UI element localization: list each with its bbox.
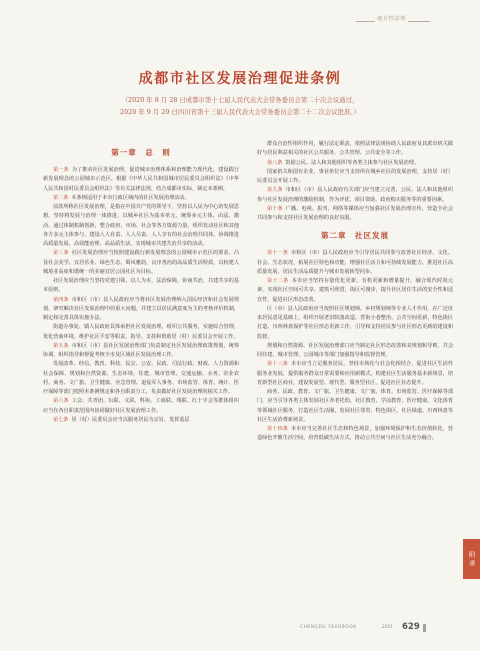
article-text: 商务、民政、教育、文广旅、卫生健康、文广旅、体育、市场监管、医疗保障等部门，应当引导各类主体发展社区养老托幼、社区教育、学前教育、医疗健康、文化体育等领域社区服务，打造社区生活圈，发展社区邻里、特色街区、社区绿道、川西林盘等社区生活消费新场景。 bbox=[257, 389, 453, 423]
article-paragraph bbox=[257, 305, 453, 342]
article-text: 本市应当完善社区生态和特色场景，加强环境保护和生态价值转化，营造绿色开敞生活空间，培育低碳生活方式，推动公共空间与社区生活充分融合。 bbox=[257, 426, 454, 442]
article-paragraph bbox=[257, 168, 453, 187]
article-number: 第二条 bbox=[53, 194, 69, 201]
article-number: 第十二条 bbox=[267, 278, 289, 284]
article-number: 第五条 bbox=[53, 342, 69, 349]
article-text: 市和区（市）县人民政府应当引导居民共同参与改善社区经济、文化、社会、生态状况，拓展社区特色和功能，增强社区活力和可持续发展能力，推进社区高质量发展，居民生活品质提升与城市发展转型同步。 bbox=[257, 250, 454, 275]
footer-yearbook-name: CHENGDU YEARBOOK bbox=[300, 625, 357, 630]
article-number: 第三条 bbox=[53, 250, 69, 257]
article-text: 为了推动社区发展治理，促进城市治理体系和治理能力现代化，建设践行新发展理念的公园城市示范区，根据《中华人民共和国城市居民委员会组织法》《中华人民共和国村民委员会组织法》等有关法律法规，结合成都市实际，制定本条例。 bbox=[43, 167, 240, 192]
article-text: 居（村）民委员会应当以服务居民为宗旨，发挥基层 bbox=[71, 416, 190, 423]
article-text: 国家机关和国有企业、事业单位应当支持所在城乡社区的发展治理，支持居（村）民委员会开展工作。 bbox=[257, 168, 453, 184]
article-paragraph bbox=[43, 194, 239, 203]
chapter-heading bbox=[43, 146, 239, 159]
article-paragraph bbox=[257, 277, 453, 305]
right-column bbox=[257, 140, 453, 444]
article-paragraph bbox=[257, 360, 453, 388]
article-paragraph bbox=[257, 342, 453, 361]
article-text: 广播、电视、报刊、网络等媒体应当加强社区发展治理宣传，营造全社会共同参与和支持社区发展治理的良好氛围。 bbox=[257, 205, 454, 221]
article-text: 规划和自然资源、社区发展治理部门应当制定社区形态改善和美规划和导则，并会同住建、城市管理、公园城市等部门加强指导和监督管理。 bbox=[257, 342, 453, 358]
article-paragraph bbox=[257, 425, 453, 444]
article-paragraph bbox=[257, 186, 453, 205]
article-paragraph bbox=[257, 140, 453, 159]
article-number: 第十条 bbox=[267, 205, 283, 212]
article-paragraph bbox=[43, 249, 239, 277]
article-paragraph bbox=[43, 203, 239, 249]
article-paragraph bbox=[43, 166, 239, 194]
subtitle-line: 2020 年 9 月 29 日四川省第十三届人民代表大会常务委员会第二十二次会议批准。） bbox=[120, 108, 360, 116]
section-tag: 地方性法规 bbox=[377, 16, 406, 22]
article-number: 第十一条 bbox=[267, 250, 288, 257]
page-footer bbox=[300, 622, 440, 634]
article-text: 发展改革、经信、教育、科技、民宗、公安、民政、司法行政、财政、人力资源和社会保障、规划和自然资源、生态环境、住建、城市管理、交通运输、水务、农业农村、商务、文广旅、卫生健康、应急管理、退役军人事务、市场监管、体育、统计、医疗保障等部门按照本条例规定和各自职责分工，负责做好社区发展治理的相关工作。 bbox=[43, 361, 239, 395]
article-text: 前款所称社区发展治理，是指在中国共产党的领导下，坚持以人民为中心的发展思想，坚持将发展与治理一体推进，以城乡社区为基本单元，统筹多元主体，由法、激活、通过体制机制创新，整合政府、市场、社会等各方资源力量，组织发动社区和其他各方多元主体参与，建设人人有责、人人尽责、人人享有的社会治理共同体，协调推进高质量发展、高效能治理、高品质生活，实现城市共建共治共享的活动。 bbox=[43, 204, 239, 247]
article-number: 第六条 bbox=[53, 398, 69, 405]
article-paragraph bbox=[43, 323, 239, 342]
article-text: 本市应当坚持存量优化更新、有机更新和增量提升，融合现代时尚元素，实现社区空间可共享、建筑可欣赏，街区可漫步，提升社区居住生活的安全性和适宜性，促进社区形态改善。 bbox=[257, 278, 454, 303]
article-number: 第四条 bbox=[53, 296, 69, 303]
article-text: 市和区（市）县人民政府有关部门应当建立完善，公民、法人和其他组织参与社区发展治理的激励机制，作为评优、项目资助，政府购买服务等的重要因素。 bbox=[257, 187, 454, 203]
article-number: 第八条 bbox=[267, 159, 283, 166]
document-subtitle bbox=[50, 94, 430, 118]
article-text: 工会、共青团、妇联、文联、科协、工商联、残联、红十字会等群体组织应当在各自职责范围内协同做好社区发展治理工作。 bbox=[43, 398, 240, 414]
chapter-heading-text: 第一章 总 则 bbox=[111, 148, 171, 157]
article-paragraph bbox=[43, 342, 239, 361]
article-number: 第九条 bbox=[267, 187, 283, 194]
article-text: 本市应当立足服务居民，坚持市场化与社会化相结合，促进社区生活性服务业发展，提供服务群众日常需要和应用新模式，构建社区生活服务基本新场景，培育新型社区商业，建设发展型、现代型、服务型社区，促进社区业态提升。 bbox=[257, 361, 454, 386]
article-text: 鼓励公民、法人和其他组织等各类主体参与社区发展治理。 bbox=[285, 159, 420, 166]
article-paragraph bbox=[257, 159, 453, 168]
article-paragraph bbox=[43, 277, 239, 296]
section-side-tab[interactable]: 附录 bbox=[463, 539, 480, 579]
article-number: 第一条 bbox=[53, 167, 69, 173]
article-paragraph bbox=[43, 416, 239, 425]
article-paragraph bbox=[257, 388, 453, 425]
chapter-heading bbox=[257, 229, 453, 242]
subtitle-line: （2020 年 8 月 28 日成都市第十七届人民代表大会常务委员会第二十次会议通过， bbox=[121, 96, 359, 104]
article-number: 第十三条 bbox=[267, 361, 288, 368]
footer-bar bbox=[423, 624, 426, 632]
document-title: 成都市社区发展治理促进条例 bbox=[138, 71, 342, 87]
article-number: 第七条 bbox=[53, 416, 69, 423]
article-text: 区（市）县人民政府应当按照社区规划师、乡村规划师等专业人才作用，在广泛征求居民意见基础上，组织开展老旧院落改造、背街小巷整治、公共空间更新、特色街区打造、川西林盘保护等社区形态更新工作，引导和支持居民参与社区形态更新的建设和监督。 bbox=[257, 305, 453, 340]
left-column bbox=[43, 140, 239, 425]
article-text: 本条例适用于本市行政区域内的社区发展治理活动。 bbox=[71, 194, 190, 201]
article-text: 街道办事处、镇人民政府具体承担社区发展治理，组织公共服务，实施综合管理，优化营商环境，维护社区平安等职责，指导、支持和帮助居（村）民委员会开展工作。 bbox=[43, 324, 239, 340]
article-text: 社区发展治理应当按照建设践行新发展理念的公园城市示范区的要求，凸显社会美学、宜居乐业、绿色生态、蜀风雅韵，良序善治的高品质生活特质，以构建人城境业高度和谐统一的美丽宜居公园社区为目标。 bbox=[43, 250, 240, 275]
article-text: 市和区（市）县人民政府应当将社区发展治理纳入国民经济和社会发展规划，研究解决社区发展治理中的重大问题，并建立以居民满意度为主的考核评价机制，制定和完善具体实施办法。 bbox=[43, 296, 240, 321]
article-text: 群众自治性组织作用，履行法定职责，依照法律法规协助人民政府及其派出机关做好与居民利益相关的社区公共服务、公共管理、公共安全等工作。 bbox=[257, 141, 453, 157]
article-paragraph bbox=[43, 360, 239, 397]
article-paragraph bbox=[257, 205, 453, 224]
article-text: 社区发展治理应当坚持党建引领，以人为本，法治保障，协商共治，共建共享的基本原则。 bbox=[43, 278, 239, 294]
footer-year: 2021 bbox=[382, 625, 393, 630]
page-number: 629 bbox=[402, 622, 420, 632]
chapter-heading-text: 第二章 社区发展 bbox=[321, 231, 389, 241]
article-text: 市和区（市）县社区发展治理部门负责制定社区发展治理政策规划，统筹协调，组织指导和督促考核全市及区域社区发展治理工作。 bbox=[43, 342, 240, 358]
article-paragraph bbox=[43, 296, 239, 324]
article-paragraph bbox=[257, 249, 453, 277]
article-paragraph bbox=[43, 397, 239, 416]
article-number: 第十四条 bbox=[267, 426, 288, 432]
